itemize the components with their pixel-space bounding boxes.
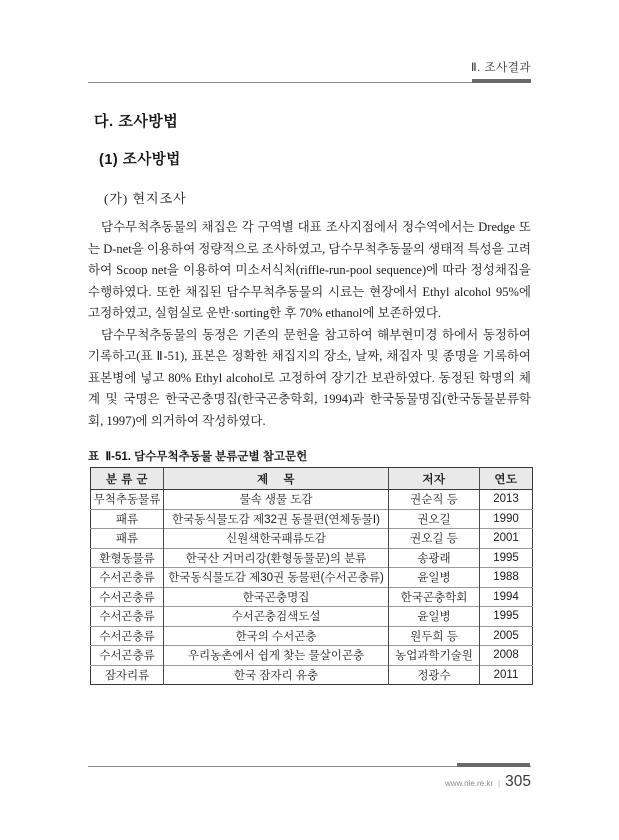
cell-author: 윤일병 xyxy=(389,607,480,627)
cell-title: 한국 잠자리 유충 xyxy=(164,665,389,685)
cell-author: 원두희 등 xyxy=(389,626,480,646)
col-header-year: 연도 xyxy=(480,468,533,490)
table-row xyxy=(91,490,533,510)
cell-group: 수서곤충류 xyxy=(91,587,164,607)
table-row xyxy=(91,646,533,666)
cell-title: 한국곤충명집 xyxy=(164,587,389,607)
col-header-title: 제 목 xyxy=(164,468,389,490)
table-row xyxy=(91,509,533,529)
footer-rule-thick xyxy=(457,763,530,767)
cell-group: 수서곤충류 xyxy=(91,646,164,666)
cell-author: 농업과학기술원 xyxy=(389,646,480,666)
page-number: 305 xyxy=(505,773,531,790)
cell-year: 2008 xyxy=(480,646,533,666)
cell-year: 2005 xyxy=(480,626,533,646)
cell-group: 수서곤충류 xyxy=(91,568,164,588)
table-caption: 표 Ⅱ-51. 담수무척추동물 분류군별 참고문헌 xyxy=(88,451,308,463)
header-rule-thin xyxy=(88,82,531,83)
cell-group: 패류 xyxy=(91,509,164,529)
cell-group: 패류 xyxy=(91,529,164,549)
cell-group: 수서곤충류 xyxy=(91,607,164,627)
table-row xyxy=(91,529,533,549)
cell-title: 한국산 거머리강(환형동물문)의 분류 xyxy=(164,548,389,568)
table-row xyxy=(91,665,533,685)
running-header: Ⅱ. 조사결과 xyxy=(471,62,531,74)
cell-author: 권오길 xyxy=(389,509,480,529)
cell-author: 권오길 등 xyxy=(389,529,480,549)
cell-year: 2011 xyxy=(480,665,533,685)
cell-year: 1990 xyxy=(480,509,533,529)
body-text-block xyxy=(88,217,531,447)
cell-group: 잠자리류 xyxy=(91,665,164,685)
table-row xyxy=(91,626,533,646)
header-rule-thick xyxy=(472,79,531,83)
cell-author: 정광수 xyxy=(389,665,480,685)
cell-year: 2001 xyxy=(480,529,533,549)
subsubsection-heading: (가) 현지조사 xyxy=(104,191,187,206)
cell-group: 수서곤충류 xyxy=(91,626,164,646)
table-row xyxy=(91,568,533,588)
cell-author: 권순직 등 xyxy=(389,490,480,510)
cell-author: 윤일병 xyxy=(389,568,480,588)
body-paragraph-2: 담수무척추동물의 동정은 기존의 문헌을 참고하여 해부현미경 하에서 동정하여 기록하고(표 Ⅱ-51), 표본은 정확한 채집지의 장소, 날짜, 채집자 및 종명을 기록하여 표본병에 넣고 80% Ethyl alcohol로 고정하여 장기간 보관하였다. 동정된 학명의 체계 및 국명은 한국곤충명집(한국곤충학회, 1994)과 한국동물명집(한국동물분류학회, 1997)에 의거하여 작성하였다. xyxy=(88,327,531,428)
cell-title: 신원색한국패류도감 xyxy=(164,529,389,549)
body-paragraph-1: 담수무척추동물의 채집은 각 구역별 대표 조사지점에서 정수역에서는 Dredge 또는 D-net을 이용하여 정량적으로 조사하였고, 담수무척추동물의 생태적 특성을 고려하여 Scoop net을 이용하여 미소서식처(riffle-run-pool sequence)에 따라 정성채집을 수행하였다. 또한 채집된 담수무척추동물의 시료는 현장에서 Ethyl alcohol 95%에 고정하였고, 실험실로 운반·sorting한 후 70% ethanol에 보존하였다. xyxy=(88,220,531,320)
reference-table xyxy=(90,467,533,685)
table-row xyxy=(91,548,533,568)
cell-title: 한국의 수서곤충 xyxy=(164,626,389,646)
cell-title: 한국동식물도감 제32권 동물편(연체동물Ⅰ) xyxy=(164,509,389,529)
cell-author: 송광래 xyxy=(389,548,480,568)
footer xyxy=(88,773,531,791)
cell-author: 한국곤충학회 xyxy=(389,587,480,607)
cell-year: 2013 xyxy=(480,490,533,510)
col-header-author: 저자 xyxy=(389,468,480,490)
table-row xyxy=(91,587,533,607)
cell-group: 환형동물류 xyxy=(91,548,164,568)
cell-year: 1995 xyxy=(480,607,533,627)
cell-year: 1988 xyxy=(480,568,533,588)
cell-year: 1995 xyxy=(480,548,533,568)
cell-title: 한국동식물도감 제30권 동물편(수서곤충류) xyxy=(164,568,389,588)
table-row xyxy=(91,607,533,627)
cell-group: 무척추동물류 xyxy=(93,494,161,507)
cell-year: 1994 xyxy=(480,587,533,607)
col-header-group: 분 류 군 xyxy=(91,468,164,490)
footer-separator: | xyxy=(498,779,501,788)
subsection-heading: (1) 조사방법 xyxy=(99,152,181,168)
footer-site-url: www.nie.re.kr xyxy=(445,779,494,788)
cell-title: 우리농촌에서 쉽게 찾는 물살이곤충 xyxy=(164,646,389,666)
section-heading: 다. 조사방법 xyxy=(94,113,179,130)
table-header-row xyxy=(91,468,533,490)
cell-title: 수서곤충검색도설 xyxy=(164,607,389,627)
cell-title: 물속 생물 도감 xyxy=(164,490,389,510)
